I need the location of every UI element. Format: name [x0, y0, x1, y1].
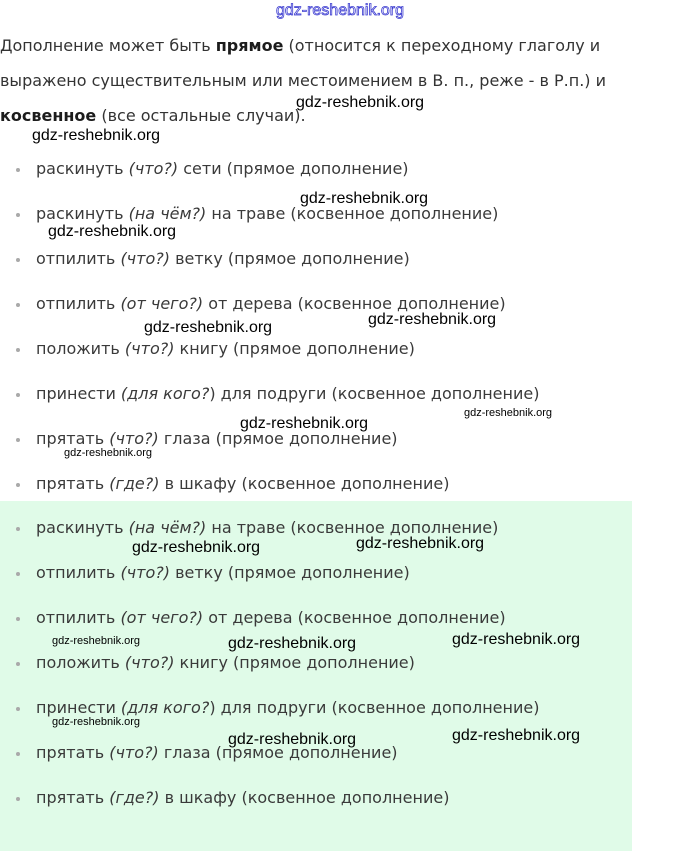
- watermark: gdz-reshebnik.org: [368, 311, 497, 328]
- verb: отпилить: [36, 563, 121, 582]
- verb: прятать: [36, 788, 110, 807]
- bullet-icon: [16, 213, 20, 217]
- bullet-icon: [16, 303, 20, 307]
- list-item-text: [36, 788, 449, 808]
- question: (что?): [120, 563, 170, 582]
- verb: прятать: [36, 743, 110, 762]
- watermark: gdz-reshebnik.org: [300, 190, 429, 207]
- list-item-text: [36, 563, 410, 583]
- question: (что?): [124, 653, 175, 672]
- question: (где?): [109, 474, 160, 493]
- question: (что?): [128, 159, 179, 178]
- verb: прятать: [36, 474, 110, 493]
- watermark: gdz-reshebnik.org: [296, 94, 425, 111]
- question: (для кого?: [120, 698, 210, 717]
- watermark: gdz-reshebnik.org: [452, 727, 581, 744]
- question: (что?): [109, 743, 159, 762]
- question: (для кого?: [120, 384, 210, 403]
- explanation: от дерева (косвенное дополнение): [203, 294, 506, 313]
- intro-text-1: Дополнение может быть: [0, 36, 216, 55]
- list-item-text: [36, 698, 539, 718]
- watermark: gdz-reshebnik.org: [64, 447, 153, 459]
- bullet-icon: [16, 617, 20, 621]
- question: (что?): [109, 429, 159, 448]
- verb: отпилить: [36, 608, 121, 627]
- watermark: gdz-reshebnik.org: [228, 635, 357, 652]
- question: (от чего?): [120, 294, 204, 313]
- explanation: от дерева (косвенное дополнение): [203, 608, 506, 627]
- watermark: gdz-reshebnik.org: [144, 319, 273, 336]
- explanation: ) для подруги (косвенное дополнение): [209, 384, 540, 403]
- explanation: сети (прямое дополнение): [178, 159, 409, 178]
- bullet-icon: [16, 527, 20, 531]
- question: (на чём?): [128, 204, 207, 223]
- explanation: глаза (прямое дополнение): [158, 429, 398, 448]
- bullet-icon: [16, 752, 20, 756]
- bullet-icon: [16, 483, 20, 487]
- explanation: в шкафу (косвенное дополнение): [159, 788, 450, 807]
- intro-text-2: (относится к переходному глаголу и выражено существительным или местоимением в В. п., реже - в Р.п.) и: [0, 36, 607, 90]
- list-item-text: [36, 474, 449, 494]
- verb: принести: [36, 384, 121, 403]
- bullet-icon: [16, 258, 20, 262]
- watermark: gdz-reshebnik.org: [52, 635, 141, 647]
- bullet-icon: [16, 438, 20, 442]
- intro-bold-direct: прямое: [215, 36, 284, 55]
- watermark: gdz-reshebnik.org: [228, 731, 357, 748]
- list-item-text: [36, 653, 415, 673]
- explanation: на траве (косвенное дополнение): [206, 518, 499, 537]
- watermark: gdz-reshebnik.org: [240, 415, 369, 432]
- explanation: ветку (прямое дополнение): [169, 249, 410, 268]
- verb: положить: [36, 653, 125, 672]
- verb: отпилить: [36, 294, 121, 313]
- list-item-text: [36, 204, 498, 224]
- verb: принести: [36, 698, 121, 717]
- list-item-text: [36, 249, 410, 269]
- question: (что?): [120, 249, 170, 268]
- header-watermark: gdz-reshebnik.org: [275, 2, 405, 19]
- watermark: gdz-reshebnik.org: [32, 127, 161, 144]
- bullet-icon: [16, 797, 20, 801]
- question: (где?): [109, 788, 160, 807]
- verb: раскинуть: [36, 518, 129, 537]
- watermark: gdz-reshebnik.org: [52, 716, 141, 728]
- explanation: книгу (прямое дополнение): [174, 653, 415, 672]
- watermark: gdz-reshebnik.org: [452, 631, 581, 648]
- verb: раскинуть: [36, 204, 129, 223]
- verb: раскинуть: [36, 159, 129, 178]
- intro-bold-indirect: косвенное: [0, 106, 97, 125]
- verb: положить: [36, 339, 125, 358]
- bullet-icon: [16, 348, 20, 352]
- intro-text-3: (все остальные случаи).: [96, 106, 306, 125]
- verb: прятать: [36, 429, 110, 448]
- bullet-icon: [16, 393, 20, 397]
- intro-paragraph: [0, 28, 620, 133]
- explanation: глаза (прямое дополнение): [158, 743, 398, 762]
- list-item-text: [36, 159, 409, 179]
- question: (от чего?): [120, 608, 204, 627]
- bullet-icon: [16, 707, 20, 711]
- question: (на чём?): [128, 518, 207, 537]
- bullet-icon: [16, 168, 20, 172]
- explanation: на траве (косвенное дополнение): [206, 204, 499, 223]
- watermark: gdz-reshebnik.org: [132, 539, 261, 556]
- explanation: в шкафу (косвенное дополнение): [159, 474, 450, 493]
- explanation: ) для подруги (косвенное дополнение): [209, 698, 540, 717]
- watermark: gdz-reshebnik.org: [356, 535, 485, 552]
- bullet-icon: [16, 662, 20, 666]
- question: (что?): [124, 339, 175, 358]
- explanation: книгу (прямое дополнение): [174, 339, 415, 358]
- verb: отпилить: [36, 249, 121, 268]
- list-item-text: [36, 339, 415, 359]
- list-item-text: [36, 384, 539, 404]
- explanation: ветку (прямое дополнение): [169, 563, 410, 582]
- watermark: gdz-reshebnik.org: [48, 223, 177, 240]
- watermark: gdz-reshebnik.org: [464, 407, 553, 419]
- bullet-icon: [16, 572, 20, 576]
- list-item-text: [36, 608, 506, 628]
